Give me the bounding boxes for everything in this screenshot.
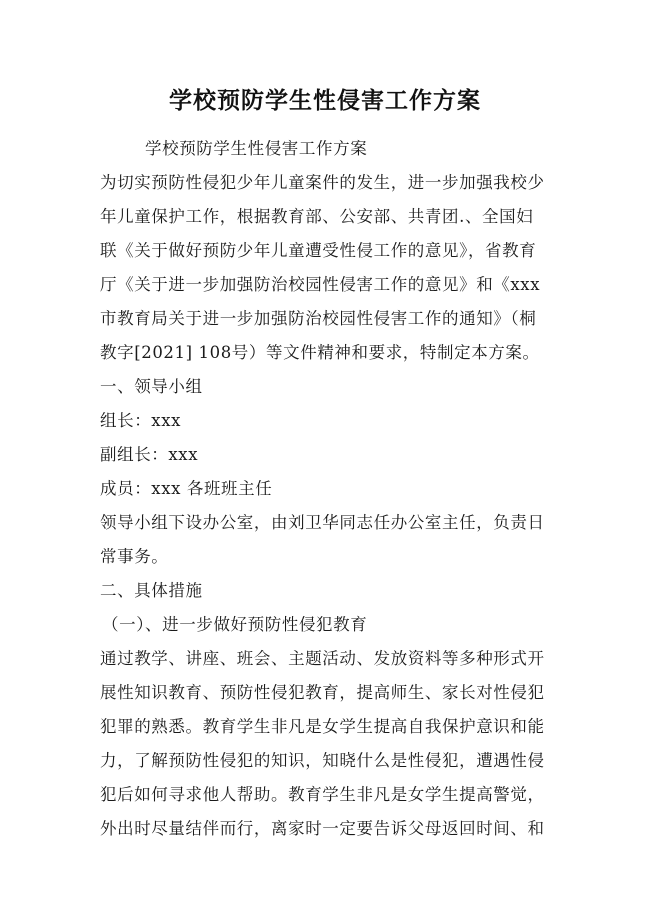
document-body xyxy=(100,132,560,846)
paragraph-line: 常事务。 xyxy=(100,547,169,566)
paragraph-line: 组长：xxx xyxy=(100,411,182,430)
paragraph-line: 副组长：xxx xyxy=(100,445,199,464)
paragraph-line: 犯后如何寻求他人帮助。教育学生非凡是女学生提高警觉， xyxy=(100,785,545,804)
section-heading: 二、具体措施 xyxy=(100,581,203,600)
paragraph-line: 犯罪的熟悉。教育学生非凡是女学生提高自我保护意识和能 xyxy=(100,717,545,736)
paragraph-line: 年儿童保护工作，根据教育部、公安部、共青团.、全国妇 xyxy=(100,207,534,226)
paragraph-line: 联《关于做好预防少年儿童遭受性侵工作的意见》，省教育 xyxy=(100,241,537,260)
paragraph-line: 通过教学、讲座、班会、主题活动、发放资料等多种形式开 xyxy=(100,649,545,668)
section-heading: 一、领导小组 xyxy=(100,377,203,396)
paragraph-line: 展性知识教育、预防性侵犯教育，提高师生、家长对性侵犯 xyxy=(100,683,545,702)
paragraph-line: 力，了解预防性侵犯的知识，知晓什么是性侵犯，遭遇性侵 xyxy=(100,751,545,770)
paragraph-line: 厅《关于进一步加强防治校园性侵害工作的意见》和《xxx xyxy=(100,275,541,294)
subsection-heading: （一）、进一步做好预防性侵犯教育 xyxy=(102,615,368,634)
paragraph-line: 领导小组下设办公室，由刘卫华同志任办公室主任，负责日 xyxy=(100,513,545,532)
document-title: 学校预防学生性侵害工作方案 xyxy=(169,88,481,114)
paragraph-line: 市教育局关于进一步加强防治校园性侵害工作的通知》（桐 xyxy=(100,309,537,328)
subtitle-line: 学校预防学生性侵害工作方案 xyxy=(145,139,368,158)
paragraph-line: 教字[2021] 108号）等文件精神和要求，特制定本方案。 xyxy=(100,343,540,362)
paragraph-line: 为切实预防性侵犯少年儿童案件的发生，进一步加强我校少 xyxy=(100,173,545,192)
paragraph-line: 外出时尽量结伴而行，离家时一定要告诉父母返回时间、和 xyxy=(100,819,545,838)
paragraph-line: 成员：xxx 各班班主任 xyxy=(100,479,273,498)
